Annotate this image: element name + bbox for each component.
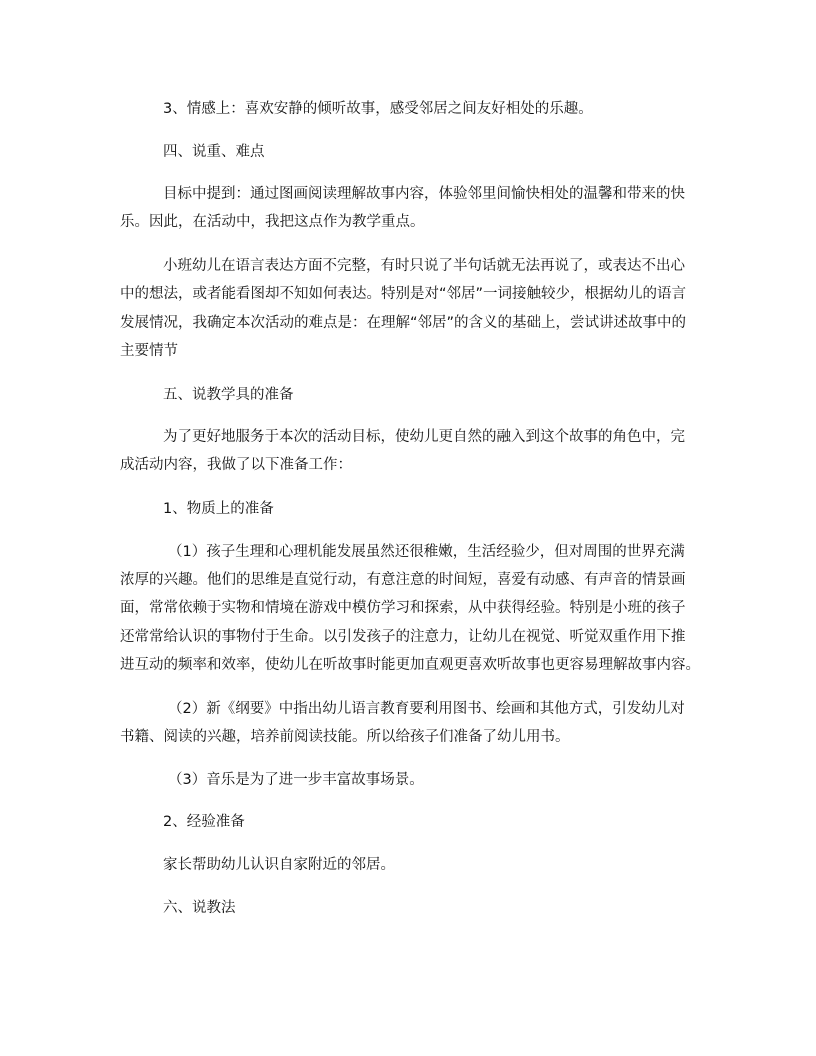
paragraph-material-item-1-line: 还常常给认识的事物付于生命。以引发孩子的注意力，让幼儿在视觉、听觉双重作用下推 — [120, 629, 686, 645]
paragraph-material-item-1-line: 面，常常依赖于实物和情境在游戏中模仿学习和探索，从中获得经验。特别是小班的孩子 — [120, 600, 686, 616]
paragraph-material-item-1-line: 浓厚的兴趣。他们的思维是直觉行动，有意注意的时间短，喜爱有动感、有声音的情景画 — [120, 572, 686, 588]
paragraph-emotion-goal: 3、情感上：喜欢安静的倾听故事，感受邻居之间友好相处的乐趣。 — [163, 101, 593, 117]
heading-teaching-materials: 五、说教学具的准备 — [163, 387, 294, 403]
subheading-experience-preparation: 2、经验准备 — [163, 814, 245, 830]
paragraph-material-item-1-line: 进互动的频率和效率，使幼儿在听故事时能更加直观更喜欢听故事也更容易理解故事内容。 — [120, 657, 700, 673]
paragraph-key-point-line: 目标中提到：通过图画阅读理解故事内容，体验邻里间愉快相处的温馨和带来的快 — [163, 186, 685, 202]
paragraph-preparation-intro-line: 成活动内容，我做了以下准备工作： — [120, 457, 352, 473]
paragraph-preparation-intro-line: 为了更好地服务于本次的活动目标，使幼儿更自然的融入到这个故事的角色中，完 — [163, 429, 685, 445]
paragraph-difficulty-line: 主要情节 — [120, 343, 178, 359]
paragraph-difficulty-line: 小班幼儿在语言表达方面不完整，有时只说了半句话就无法再说了，或表达不出心 — [163, 258, 685, 274]
paragraph-material-item-3: （3）音乐是为了进一步丰富故事场景。 — [168, 772, 424, 788]
paragraph-material-item-1-line: （1）孩子生理和心理机能发展虽然还很稚嫩，生活经验少，但对周围的世界充满 — [168, 544, 685, 560]
paragraph-difficulty-line: 发展情况，我确定本次活动的难点是：在理解“邻居”的含义的基础上，尝试讲述故事中的 — [120, 315, 687, 331]
heading-teaching-methods: 六、说教法 — [163, 900, 236, 916]
paragraph-experience-item: 家长帮助幼儿认识自家附近的邻居。 — [163, 857, 395, 873]
paragraph-material-item-2-line: （2）新《纲要》中指出幼儿语言教育要利用图书、绘画和其他方式，引发幼儿对 — [168, 701, 685, 717]
subheading-material-preparation: 1、物质上的准备 — [163, 501, 274, 517]
paragraph-key-point-line: 乐。因此，在活动中，我把这点作为教学重点。 — [120, 214, 425, 230]
paragraph-material-item-2-line: 书籍、阅读的兴趣，培养前阅读技能。所以给孩子们准备了幼儿用书。 — [120, 729, 570, 745]
paragraph-difficulty-line: 中的想法，或者能看图却不知如何表达。特别是对“邻居”一词接触较少，根据幼儿的语言 — [120, 286, 687, 302]
heading-key-difficult-points: 四、说重、难点 — [163, 144, 265, 160]
